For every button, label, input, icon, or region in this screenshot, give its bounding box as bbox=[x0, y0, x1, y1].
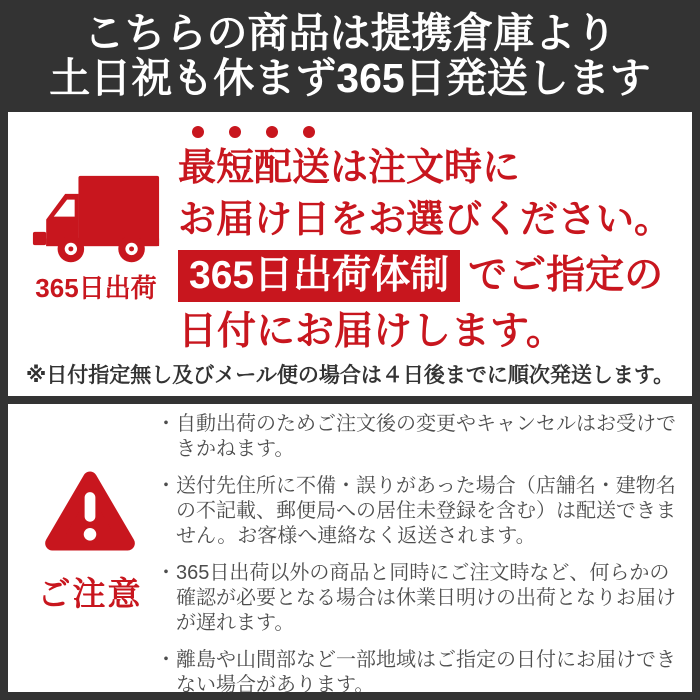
delivery-truck-icon bbox=[20, 174, 172, 266]
headline-line-2: お届け日をお選びください。 bbox=[178, 199, 673, 241]
emphasis-dot-icon bbox=[266, 126, 278, 138]
caution-item-text: 365日出荷以外の商品と同時にご注文時など、何らかの確認が必要となる場合は休業日明けの出荷となりお届けが遅れます。 bbox=[176, 562, 676, 634]
header-line-2: 土日祝も休まず365日発送します bbox=[49, 55, 651, 101]
header-line-1: こちらの商品は提携倉庫より bbox=[83, 10, 617, 56]
emphasis-dot-icon bbox=[192, 126, 204, 138]
list-item bbox=[156, 648, 680, 692]
emphasis-dot-icon bbox=[303, 126, 315, 138]
caution-panel bbox=[8, 404, 692, 692]
truck-caption: 365日出荷 bbox=[35, 273, 157, 303]
caution-item-text: 離島や山間部など一部地域はご指定の日付にお届けできない場合があります。 bbox=[176, 649, 676, 692]
headline-line-1: 最短配送は注文時に bbox=[178, 147, 521, 189]
list-item bbox=[156, 561, 680, 636]
warning-triangle-icon bbox=[24, 462, 156, 560]
caution-item-text: 自動出荷のためご注文後の変更やキャンセルはお受けできかねます。 bbox=[176, 413, 676, 460]
delivery-statement bbox=[178, 250, 663, 358]
shipping-truck-block bbox=[20, 174, 172, 305]
bullet-marker: ・ bbox=[156, 413, 176, 435]
after-highlight-text: でご指定の bbox=[468, 254, 664, 297]
list-item bbox=[156, 474, 680, 549]
emphasis-dots bbox=[192, 126, 315, 138]
caution-item-text: 送付先住所に不備・誤りがあった場合（店舗名・建物名の不記載、郵便局への居住未登録を含む）は配送できません。お客様へ連絡なく返送されます。 bbox=[176, 475, 676, 547]
highlight-badge: 365日出荷体制 bbox=[178, 250, 460, 302]
caution-caption: ご注意 bbox=[37, 575, 143, 612]
caution-list bbox=[156, 412, 680, 692]
list-item bbox=[156, 412, 680, 462]
shipping-banner-header bbox=[0, 0, 700, 112]
shipping-headline bbox=[178, 142, 672, 246]
bullet-marker: ・ bbox=[156, 475, 176, 497]
bullet-marker: ・ bbox=[156, 562, 176, 584]
shipping-note: ※日付指定無し及びメール便の場合は４日後までに順次発送します。 bbox=[25, 364, 675, 387]
caution-block bbox=[24, 462, 156, 615]
emphasis-dot-icon bbox=[229, 126, 241, 138]
bullet-marker: ・ bbox=[156, 649, 176, 671]
delivery-line-2: 日付にお届けします。 bbox=[178, 310, 565, 353]
shipping-info-panel bbox=[8, 112, 692, 396]
